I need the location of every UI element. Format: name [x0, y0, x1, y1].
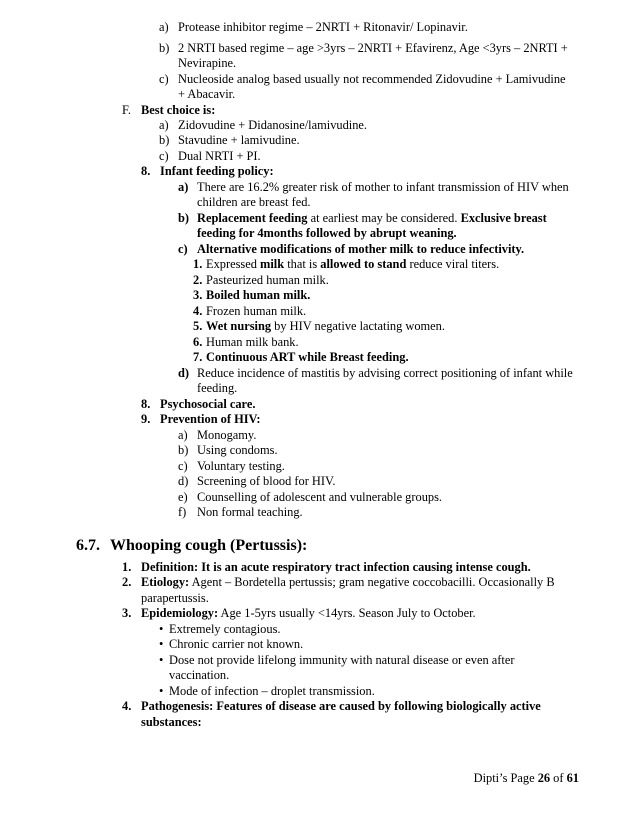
milk-method-item: 5. Wet nursing by HIV negative lactating women. [193, 319, 445, 333]
epidemiology-bullet: • Chronic carrier not known. [159, 637, 304, 651]
infant-feeding-item-a-cont: children are breast fed. [197, 195, 311, 209]
best-choice-item: b) Stavudine + lamivudine. [159, 133, 300, 147]
prevention-item: c) Voluntary testing. [178, 459, 285, 473]
section-heading: 6.7. Whooping cough (Pertussis): [76, 537, 308, 554]
infant-feeding-item-a: a) There are 16.2% greater risk of mother to infant transmission of HIV when [178, 180, 569, 194]
milk-method-item: 3. Boiled human milk. [193, 288, 311, 302]
page-footer: Dipti’s Page 26 of 61 [473, 771, 579, 785]
prevention-item: f) Non formal teaching. [178, 505, 303, 519]
best-choice-item: a) Zidovudine + Didanosine/lamivudine. [159, 118, 368, 132]
psychosocial-heading: 8. Psychosocial care. [141, 397, 256, 411]
top-list-item: a) Protease inhibitor regime – 2NRTI + Ritonavir/ Lopinavir. [159, 20, 468, 34]
epidemiology-bullet: • Mode of infection – droplet transmission. [159, 684, 375, 698]
milk-method-item: 4. Frozen human milk. [193, 304, 307, 318]
prevention-item: a) Monogamy. [178, 428, 257, 442]
infant-feeding-item-c: c) Alternative modifications of mother milk to reduce infectivity. [178, 242, 525, 256]
infant-feeding-item-d-cont: feeding. [197, 381, 238, 395]
best-choice-item: c) Dual NRTI + PI. [159, 149, 261, 163]
epidemiology-bullet: • Dose not provide lifelong immunity with natural disease or even after [159, 653, 515, 667]
infant-feeding-heading: 8. Infant feeding policy: [141, 164, 274, 178]
top-list-item-cont: + Abacavir. [178, 87, 236, 101]
prevention-item: d) Screening of blood for HIV. [178, 474, 336, 488]
top-list-item: b) 2 NRTI based regime – age >3yrs – 2NRTI + Efavirenz, Age <3yrs – 2NRTI + [159, 41, 568, 55]
infant-feeding-item-b-cont: feeding for 4months followed by abrupt weaning. [197, 226, 457, 240]
etiology-item: 2. Etiology: Agent – Bordetella pertussis; gram negative coccobacilli. Occasionally B [122, 575, 555, 589]
epidemiology-bullet: • Extremely contagious. [159, 622, 281, 636]
milk-method-item: 7. Continuous ART while Breast feeding. [193, 350, 409, 364]
definition-item: 1. Definition: It is an acute respiratory tract infection causing intense cough. [122, 560, 531, 574]
top-list-item: c) Nucleoside analog based usually not recommended Zidovudine + Lamivudine [159, 72, 566, 86]
best-choice-heading: F. Best choice is: [122, 103, 216, 117]
prevention-heading: 9. Prevention of HIV: [141, 412, 261, 426]
milk-method-item: 6. Human milk bank. [193, 335, 299, 349]
infant-feeding-item-d: d) Reduce incidence of mastitis by advising correct positioning of infant while [178, 366, 573, 380]
pathogenesis-item: 4. Pathogenesis: Features of disease are caused by following biologically active [122, 699, 541, 713]
prevention-item: b) Using condoms. [178, 443, 278, 457]
milk-method-item: 1. Expressed milk that is allowed to stand reduce viral titers. [193, 257, 500, 271]
prevention-item: e) Counselling of adolescent and vulnerable groups. [178, 490, 442, 504]
top-list-item-cont: Nevirapine. [178, 56, 237, 70]
pathogenesis-item-cont: substances: [141, 715, 202, 729]
etiology-item-cont: parapertussis. [141, 591, 209, 605]
epidemiology-bullet-cont: vaccination. [169, 668, 230, 682]
epidemiology-item: 3. Epidemiology: Age 1-5yrs usually <14yrs. Season July to October. [122, 606, 476, 620]
milk-method-item: 2. Pasteurized human milk. [193, 273, 329, 287]
infant-feeding-item-b: b) Replacement feeding at earliest may be considered. Exclusive breast [178, 211, 547, 225]
